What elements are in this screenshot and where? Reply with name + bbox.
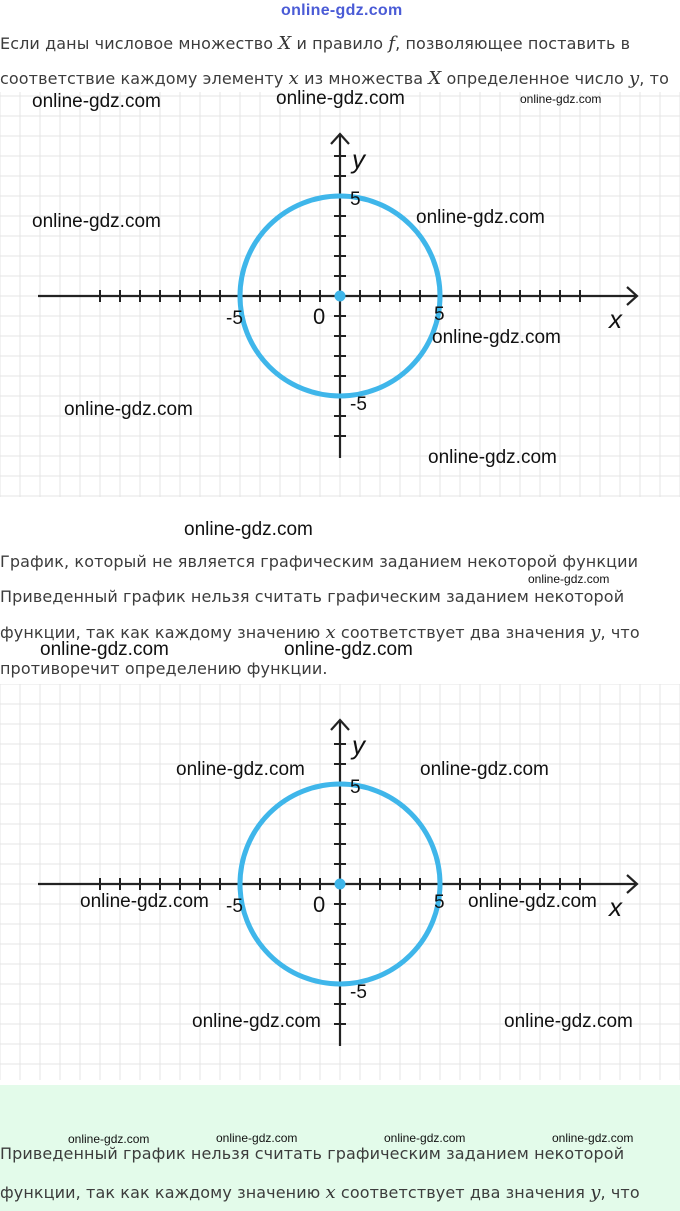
- tick-label-x-pos: 5: [434, 892, 445, 913]
- watermark: online-gdz.com: [40, 639, 169, 660]
- center-point: [335, 879, 346, 890]
- tick-label-y-pos: 5: [350, 777, 361, 798]
- watermark: online-gdz.com: [68, 1132, 150, 1146]
- watermark: online-gdz.com: [552, 1131, 634, 1145]
- origin-label: 0: [313, 304, 326, 329]
- watermark: online-gdz.com: [428, 447, 557, 468]
- watermark: online-gdz.com: [520, 92, 602, 106]
- x-axis-label: x: [609, 892, 622, 922]
- answer-line-2: [0, 1183, 640, 1203]
- watermark: online-gdz.com: [384, 1131, 466, 1145]
- watermark: online-gdz.com: [284, 639, 413, 660]
- watermark: online-gdz.com: [216, 1131, 298, 1145]
- watermark: online-gdz.com: [192, 1011, 321, 1032]
- circle-chart-1: [0, 92, 680, 497]
- figure-caption: График, который не является графическим заданием некоторой функции: [0, 552, 639, 571]
- answer-text: соответствует два значения: [335, 1183, 591, 1202]
- tick-label-x-neg: -5: [226, 896, 243, 917]
- var-x: x: [325, 1182, 336, 1203]
- watermark: online-gdz.com: [184, 519, 313, 540]
- watermark: online-gdz.com: [432, 327, 561, 348]
- y-axis-label: y: [352, 730, 365, 760]
- var-x: x: [325, 622, 336, 643]
- intro-text: и правило: [291, 34, 389, 53]
- watermark: online-gdz.com: [504, 1011, 633, 1032]
- watermark: online-gdz.com: [416, 207, 545, 228]
- explanation-line-3: противоречит определению функции.: [0, 659, 328, 678]
- site-header: online-gdz.com: [281, 2, 403, 19]
- intro-text: Если даны числовое множество: [0, 34, 279, 53]
- var-X: X: [428, 68, 442, 89]
- var-y: y: [590, 622, 601, 643]
- watermark: online-gdz.com: [64, 399, 193, 420]
- x-axis-label: x: [609, 304, 622, 334]
- explanation-text: , что: [600, 623, 640, 642]
- tick-label-y-pos: 5: [350, 189, 361, 210]
- center-point: [335, 291, 346, 302]
- tick-label-x-neg: -5: [226, 308, 243, 329]
- intro-text: соответствие каждому элементу: [0, 69, 289, 88]
- explanation-text: функции, так как каждому значению: [0, 623, 326, 642]
- explanation-text: соответствует два значения: [335, 623, 591, 642]
- intro-line-1: [0, 34, 630, 54]
- intro-line-2: [0, 69, 669, 89]
- intro-text: , позволяющее поставить в: [395, 34, 631, 53]
- watermark: online-gdz.com: [176, 759, 305, 780]
- answer-text: , что: [600, 1183, 640, 1202]
- tick-label-x-pos: 5: [434, 304, 445, 325]
- var-X: X: [278, 33, 292, 54]
- answer-line-1: Приведенный график нельзя считать графическим заданием некоторой: [0, 1144, 625, 1163]
- intro-text: , то: [639, 69, 669, 88]
- watermark: online-gdz.com: [80, 891, 209, 912]
- figure-1: [0, 92, 680, 497]
- answer-text: функции, так как каждому значению: [0, 1183, 326, 1202]
- watermark: online-gdz.com: [468, 891, 597, 912]
- var-f: f: [388, 33, 396, 54]
- intro-text: определенное число: [441, 69, 630, 88]
- tick-label-y-neg: -5: [350, 982, 367, 1003]
- watermark: online-gdz.com: [528, 572, 610, 586]
- watermark: online-gdz.com: [420, 759, 549, 780]
- var-x: x: [288, 68, 299, 89]
- watermark: online-gdz.com: [32, 91, 161, 112]
- watermark: online-gdz.com: [32, 211, 161, 232]
- intro-text: из множества: [298, 69, 429, 88]
- watermark: online-gdz.com: [276, 88, 405, 109]
- tick-label-y-neg: -5: [350, 394, 367, 415]
- var-y: y: [629, 68, 640, 89]
- explanation-line-1: Приведенный график нельзя считать графическим заданием некоторой: [0, 587, 625, 606]
- var-y: y: [590, 1182, 601, 1203]
- origin-label: 0: [313, 892, 326, 917]
- y-axis-label: y: [352, 144, 365, 174]
